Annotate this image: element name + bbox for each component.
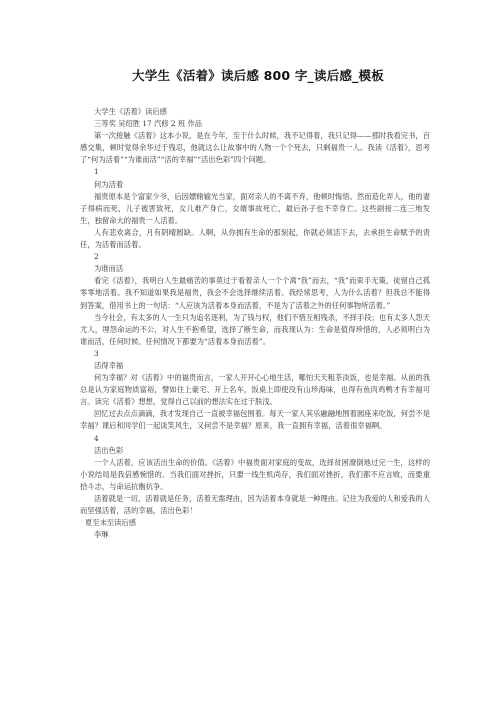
body-paragraph: 福贵原本是个富家少爷，后因嫖赌输光当家，面对亲人的不离不弃，他顿时悔悟。然而造化弄人，他的妻子得病而死，儿子被害致死，女儿难产身亡，女婿事故死亡，最后孙子也不幸身亡。这些剧接二连三地发生，独留命大的福贵一人活着。 xyxy=(80,191,430,225)
section-number: 2 xyxy=(94,252,99,262)
section-heading: 为谁而活 xyxy=(94,264,124,274)
document-body xyxy=(80,106,430,541)
body-paragraph: 当今社会，有太多的人一生只为追名逐利，为了钱与权，他们不惜互相残杀，不择手段；也有太多人怨天尤人，埋怨命运的不公，对人生不抱希望，选择了断生命，而我现认为：生命是值得珍惜的，人必须明白为谁而活，任何时候、任何情况下都要为“活着本身而活着”。 xyxy=(80,312,430,346)
section-number: 1 xyxy=(94,167,99,177)
body-paragraph: 活着就是一切，活着就是任务，活着无需理由，因为活着本身就是一种理由。记住为我爱的人和爱我的人而坚强活着，活的幸福，活出色彩！ xyxy=(80,494,430,516)
body-paragraph: 看完《活着》，我明白人生最痛苦的事莫过于看着亲人一个个离“我”而去，“我”而束手无策，徒留自己孤零零地活着。我不知道如果我是福贵，我会不会选择继续活着。我经常思考，人为什么活着？但我总不能得到答案，借用书上的一句话：“人应该为活着本身而活着，不是为了活着之外的任何事物所活着。” xyxy=(80,276,430,310)
section-heading: 活得幸福 xyxy=(94,360,124,370)
next-article-title: 夏至未至读后感 xyxy=(85,518,137,528)
section-heading: 何为活着 xyxy=(94,179,124,189)
author-name: 李琳 xyxy=(94,530,109,540)
intro-paragraph: 第一次接触《活着》这本小说，是在今年，至于什么时候，我不记得着，我只记得——那时我看完书，百感交集，顿时觉得余华过于残忍，他就这么让故事中的人物一个个死去，只剩福贵一人。我读《活着》，思考了“何为活着”“为谁而活”“活的幸福”“活出色彩”四个问题。 xyxy=(80,131,430,165)
section-number: 4 xyxy=(94,433,99,443)
section-heading: 活出色彩 xyxy=(94,445,124,455)
body-paragraph: 人有悲欢离合，月有阴晴圆缺。人啊，从你拥有生命的那刻起，你就必须活下去，去承担生命赋予的责任，为活着而活着。 xyxy=(80,227,430,250)
body-paragraph: 一个人活着，应该活出生命的价值。《活着》中福贵面对家庭的变故，选择贫困潦倒地过完一生，这样的小说结局是我倍感惋惜的。当我们面对挫折，只要一线生机尚存，我们面对挫折，我们都不应言败，而要重拾斗志，与命运抗衡抗争。 xyxy=(80,457,430,491)
byline: 三等奖 吴绍胜 17 汽修 2 班 作品 xyxy=(94,119,203,129)
body-paragraph: 回忆过去点点滴滴，我才发现自己一直被幸福包围着。每天一家人其乐融融地围着圆座来吃饭，何尝不是幸福？课后和同学们一起谈笑风生，又何尝不是幸福？原来，我一直拥有幸福，活着很幸福啊。 xyxy=(80,409,430,431)
section-number: 3 xyxy=(94,348,99,358)
subtitle: 大学生《活着》读后感 xyxy=(94,107,167,116)
body-paragraph: 何为幸福？对《活着》中的福贵而言，一家人开开心心地生活，哪怕天天粗茶淡饭，也是幸福。从前的我总是认为家庭物质富裕，譬如住上豪宅、开上名车，饭桌上即使没有山珍海味，也得有鱼肉鸡鸭才有幸福可言。读完《活着》想想，觉得自己以前的想法实在过于肤浅。 xyxy=(80,373,430,407)
page-title: 大学生《活着》读后感 800 字_读后感_模板 xyxy=(132,68,384,83)
